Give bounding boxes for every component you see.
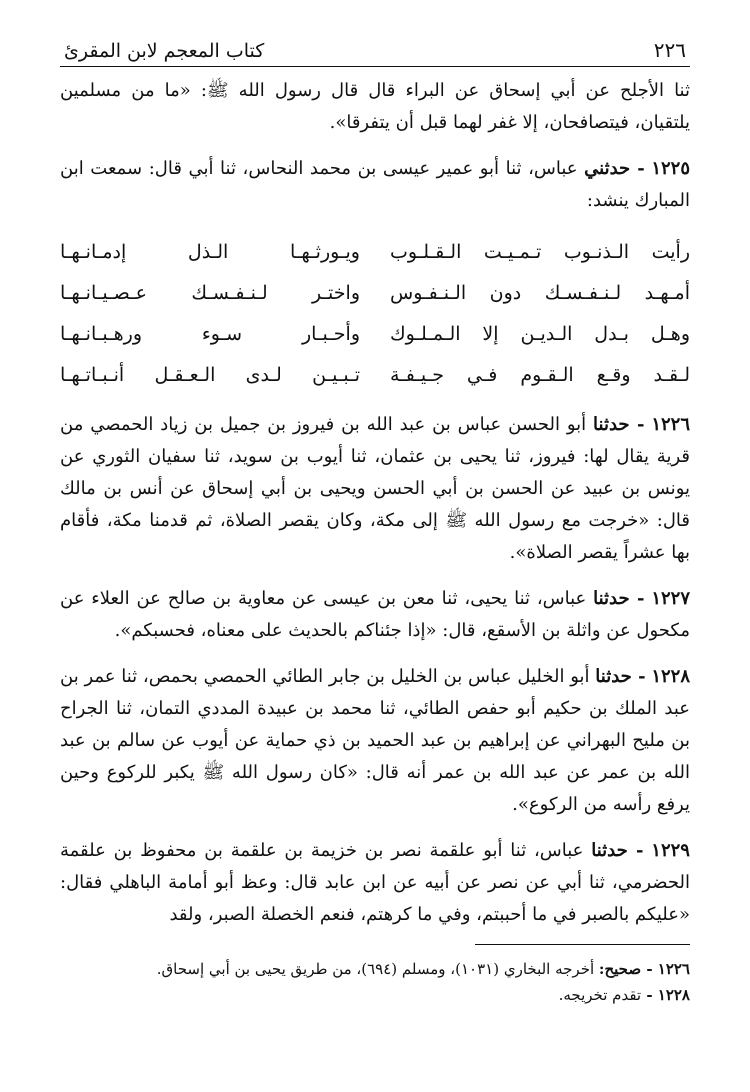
hadith-lead: حدثنا <box>593 414 630 435</box>
footnote-text: أخرجه البخاري (١٠٣١)، ومسلم (٦٩٤)، من طريق يحيى بن أبي إسحاق. <box>156 960 595 978</box>
footnote-number: ١٢٢٨ <box>657 986 690 1004</box>
hadith-1228: ١٢٢٨ - حدثنا أبو الخليل عباس بن الخليل بن جابر الطائي الحمصي بحمص، ثنا عمر بن عبد الملك بن حكيم أبو حفص الطائي، ثنا محمد بن عبيدة المددي التمان، ثنا الجراح بن مليح البهراني عن إبراهيم بن عبد الحميد بن ذي حماية عن أيوب عن سالم بن عبد الله بن عمر عن عبد الله بن عمر أنه قال: «كان رسول الله ﷺ يكبر للركوع وحين يرفع رأسه من الركوع». <box>60 666 690 815</box>
book-page <box>60 38 691 1004</box>
verse-first-hemistich: لـقـد وقـع الـقـوم فـي جـيـفـة <box>390 363 690 386</box>
page-number: ٢٢٦ <box>653 38 686 62</box>
hadith-text: أبو الحسن عباس بن عبد الله بن فيروز بن جميل بن زياد الحمصي من قرية يقال لها: فيروز، ثنا يحيى بن عثمان، ثنا أيوب بن سويد، ثنا سفيان الثوري عن يونس بن عبيد عن الحسن بن أبي الحسن ويحيى بن أبي إسحاق عن أنس بن مالك قال: «خرجت مع رسول الله ﷺ إلى مكة، وكان يقصر الصلاة، ثم قدمنا مكة، فأقام بها عشراً يقصر الصلاة». <box>60 414 690 563</box>
verse-second-hemistich: ويـورثـهـا الـذل إدمـانـهـا <box>60 240 360 263</box>
hadith-text: عباس، ثنا أبو علقمة نصر بن خزيمة بن علقمة بن محفوظ بن علقمة الحضرمي، ثنا أبي عن نصر عن أبيه عن ابن عابد قال: وعظ أبو أمامة الباهلي فقال: «عليكم بالصبر في ما أحببتم، وفي ما كرهتم، فنعم الخصلة الصبر، ولقد <box>60 840 690 925</box>
hadith-number: ١٢٢٦ <box>651 414 690 435</box>
footnote: ١٢٢٨ - تقدم تخريجه. <box>558 986 690 1004</box>
footnote-separator <box>475 944 690 945</box>
hadith-text: عباس، ثنا يحيى، ثنا معن بن عيسى عن معاوية بن صالح عن العلاء عن مكحول عن واثلة بن الأسقع، قال: «إذا جئناكم بالحديث على معناه، فحسبكم». <box>60 588 690 641</box>
page-body <box>60 75 690 931</box>
hadith-number: ١٢٢٨ <box>651 666 690 687</box>
hadith-lead: حدثنا <box>593 588 630 609</box>
verse-first-hemistich: أمـهـد لـنـفـسـك دون الـنـفـوس <box>390 281 690 304</box>
poem-verse <box>60 272 690 313</box>
verse-second-hemistich: تـبـيـن لـدى الـعـقـل أنـبـاتـهـا <box>60 363 360 386</box>
verse-second-hemistich: واختـر لـنـفـسـك عـصـيـانـهـا <box>60 281 360 304</box>
footnotes <box>60 956 690 1008</box>
hadith-1229: ١٢٢٩ - حدثنا عباس، ثنا أبو علقمة نصر بن خزيمة بن علقمة بن محفوظ بن علقمة الحضرمي، ثنا أبي عن نصر عن أبيه عن ابن عابد قال: وعظ أبو أمامة الباهلي فقال: «عليكم بالصبر في ما أحببتم، وفي ما كرهتم، فنعم الخصلة الصبر، ولقد <box>60 840 690 925</box>
verse-first-hemistich: وهـل بـدل الـديـن إلا الـمـلـوك <box>390 322 690 345</box>
poem-verse <box>60 313 690 354</box>
page-header <box>60 38 690 67</box>
footnote-text: تقدم تخريجه. <box>558 986 642 1004</box>
book-title: كتاب المعجم لابن المقرئ <box>64 40 265 62</box>
hadith-lead: حدثنا <box>595 666 632 687</box>
verse-first-hemistich: رأيت الـذنـوب تـمـيـت الـقـلـوب <box>390 240 690 263</box>
paragraph-text: ثنا الأجلح عن أبي إسحاق عن البراء قال قال رسول الله ﷺ: «ما من مسلمين يلتقيان، فيتصافحان، إلا غفر لهما قبل أن يتفرقا». <box>60 80 690 133</box>
hadith-1226: ١٢٢٦ - حدثنا أبو الحسن عباس بن عبد الله بن فيروز بن جميل بن زياد الحمصي من قرية يقال لها: فيروز، ثنا يحيى بن عثمان، ثنا أيوب بن سويد، ثنا سفيان الثوري عن يونس بن عبيد عن الحسن بن أبي الحسن ويحيى بن أبي إسحاق عن أنس بن مالك قال: «خرجت مع رسول الله ﷺ إلى مكة، وكان يقصر الصلاة، ثم قدمنا مكة، فأقام بها عشراً يقصر الصلاة». <box>60 414 690 563</box>
footnote: ١٢٢٦ - صحيح: أخرجه البخاري (١٠٣١)، ومسلم (٦٩٤)، من طريق يحيى بن أبي إسحاق. <box>156 960 690 978</box>
paragraph-continuation <box>60 75 690 139</box>
poem-verse <box>60 231 690 272</box>
hadith-text: أبو الخليل عباس بن الخليل بن جابر الطائي الحمصي بحمص، ثنا عمر بن عبد الملك بن حكيم أبو حفص الطائي، ثنا محمد بن عبيدة المددي التمان، ثنا الجراح بن مليح البهراني عن إبراهيم بن عبد الحميد بن ذي حماية عن أيوب عن سالم بن عبد الله بن عمر عن عبد الله بن عمر أنه قال: «كان رسول الله ﷺ يكبر للركوع وحين يرفع رأسه من الركوع». <box>60 666 690 815</box>
hadith-number: ١٢٢٥ <box>651 158 691 179</box>
footnote-grade: صحيح: <box>598 960 642 978</box>
poem-verse <box>60 354 690 395</box>
hadith-text: عباس، ثنا أبو عمير عيسى بن محمد النحاس، ثنا أبي قال: سمعت ابن المبارك ينشد: <box>60 158 690 211</box>
hadith-lead: حدثنا <box>591 840 628 861</box>
footnote-number: ١٢٢٦ <box>657 960 690 978</box>
verse-second-hemistich: وأحـبـار سـوء ورهـبـانـهـا <box>60 322 360 345</box>
hadith-lead: حدثني <box>584 158 631 179</box>
poem <box>60 231 690 395</box>
hadith-number: ١٢٢٧ <box>651 588 690 609</box>
hadith-number: ١٢٢٩ <box>651 840 690 861</box>
hadith-1227: ١٢٢٧ - حدثنا عباس، ثنا يحيى، ثنا معن بن عيسى عن معاوية بن صالح عن العلاء عن مكحول عن واثلة بن الأسقع، قال: «إذا جئناكم بالحديث على معناه، فحسبكم». <box>60 588 690 641</box>
hadith-1225: ١٢٢٥ - حدثني عباس، ثنا أبو عمير عيسى بن محمد النحاس، ثنا أبي قال: سمعت ابن المبارك ينشد: <box>60 158 691 211</box>
